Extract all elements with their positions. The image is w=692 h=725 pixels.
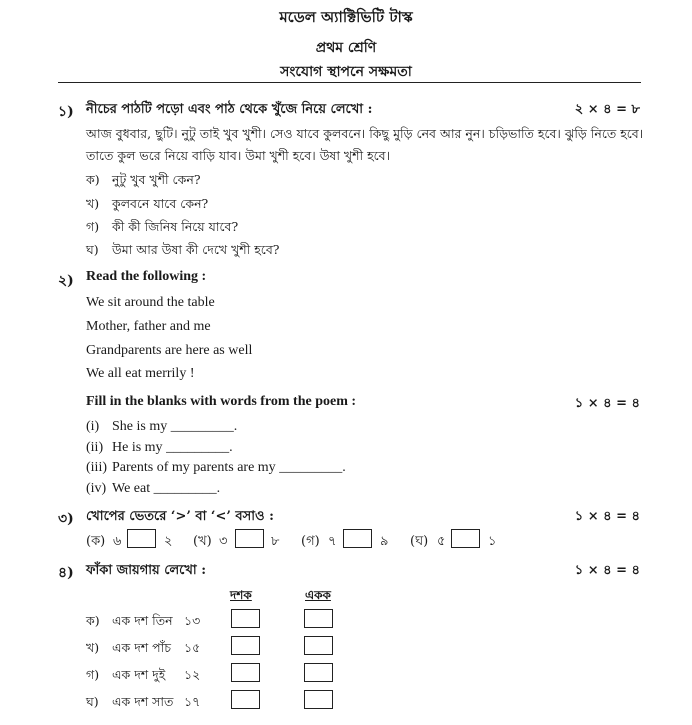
question-item: উমা আর উষা কী দেখে খুশী হবে? — [112, 242, 280, 257]
item-end: . — [229, 440, 233, 455]
number-words: এক দশ দুই — [112, 667, 166, 682]
compare-right: ২ — [164, 534, 173, 549]
question-number: ৪) — [58, 565, 74, 581]
question-item: নুটু খুব খুশী কেন? — [112, 172, 201, 187]
passage-line-2: তাতে কুল ভরে নিয়ে বাড়ি যাব। উমা খুশী হবে। উষা খুশী হবে। — [86, 148, 391, 163]
question-item: কুলবনে যাবে কেন? — [112, 196, 209, 211]
item-label: খ) — [86, 196, 100, 211]
fill-blank-item — [112, 460, 346, 476]
class-label: প্রথম শ্রেণি — [315, 40, 377, 56]
item-label: ঘ) — [86, 242, 99, 257]
ones-box[interactable] — [304, 636, 333, 655]
item-label: (খ) — [193, 534, 212, 549]
competency-label: সংযোগ স্থাপনে সক্ষমতা — [280, 64, 412, 80]
column-header-tens: দশক — [230, 588, 252, 602]
poem-line: Grandparents are here as well — [86, 343, 253, 358]
tens-box[interactable] — [231, 609, 260, 628]
fill-instruction: Fill in the blanks with words from the poem : — [86, 394, 357, 409]
marks-label: ১ × ৪ = ৪ — [574, 563, 640, 578]
column-header-ones: একক — [305, 588, 331, 602]
tens-box[interactable] — [231, 690, 260, 709]
marks-label: ১ × ৪ = ৪ — [574, 396, 640, 411]
item-label: গ) — [86, 219, 100, 234]
item-end: . — [216, 481, 221, 496]
fill-blank-item — [112, 481, 220, 497]
passage-line-1: আজ বুধবার, ছুটি। নুটু তাই খুব খুশী। সেও যাবে কুলবনে। কিছু মুড়ি নেব আর নুন। চড়িভাতি হবে। ঝুড়ি নিতে হবে। — [86, 126, 644, 141]
header-divider — [58, 82, 641, 83]
compare-box[interactable] — [343, 529, 372, 548]
item-text: She is my — [112, 419, 168, 434]
poem-line: Mother, father and me — [86, 319, 211, 334]
compare-left: ৭ — [328, 534, 337, 549]
number-words: এক দশ পাঁচ — [112, 640, 172, 655]
fill-blank-item — [112, 440, 233, 456]
compare-left: ৩ — [219, 534, 228, 549]
item-label: (গ) — [301, 534, 320, 549]
compare-left: ৬ — [113, 534, 122, 549]
poem-line: We sit around the table — [86, 295, 215, 310]
number-value: ১৩ — [184, 613, 201, 628]
compare-left: ৫ — [437, 534, 446, 549]
ones-box[interactable] — [304, 690, 333, 709]
number-words: এক দশ তিন — [112, 613, 173, 628]
marks-label: ২ × ৪ = ৮ — [574, 102, 640, 117]
item-label: (i) — [86, 419, 100, 434]
number-value: ১৫ — [184, 640, 201, 655]
item-label: (iii) — [86, 460, 107, 475]
ones-box[interactable] — [304, 609, 333, 628]
item-end: . — [233, 419, 238, 434]
item-label: (ঘ) — [410, 534, 429, 549]
item-label: (iv) — [86, 481, 107, 496]
question-instruction: Read the following : — [86, 269, 207, 284]
number-value: ১২ — [184, 667, 201, 682]
blank[interactable]: _________ — [170, 419, 234, 434]
number-value: ১৭ — [184, 694, 201, 709]
compare-box[interactable] — [235, 529, 264, 548]
item-label: (ক) — [86, 534, 106, 549]
question-item: কী কী জিনিষ নিয়ে যাবে? — [112, 219, 239, 234]
compare-box[interactable] — [127, 529, 156, 548]
tens-box[interactable] — [231, 636, 260, 655]
fill-blank-item — [112, 419, 237, 435]
item-label: ক) — [86, 172, 100, 187]
item-label: খ) — [86, 640, 100, 655]
item-label: ঘ) — [86, 694, 99, 709]
marks-label: ১ × ৪ = ৪ — [574, 509, 640, 524]
item-label: ক) — [86, 613, 100, 628]
item-label: গ) — [86, 667, 100, 682]
poem-line: We all eat merrily ! — [86, 366, 195, 381]
ones-box[interactable] — [304, 663, 333, 682]
question-instruction: খোপের ভেতরে ‘>’ বা ‘<’ বসাও : — [86, 509, 274, 524]
compare-right: ৮ — [271, 534, 280, 549]
page-title: মডেল অ্যাক্টিভিটি টাস্ক — [279, 8, 413, 26]
item-text: He is my — [112, 440, 163, 455]
question-number: ১) — [58, 104, 74, 120]
blank[interactable]: _________ — [153, 481, 217, 496]
item-text: We eat — [112, 481, 151, 496]
blank[interactable]: _________ — [166, 440, 230, 455]
blank[interactable]: _________ — [279, 460, 343, 475]
question-number: ৩) — [58, 511, 74, 527]
question-instruction: ফাঁকা জায়গায় লেখো : — [86, 563, 207, 578]
compare-right: ৯ — [380, 534, 389, 549]
tens-box[interactable] — [231, 663, 260, 682]
item-text: Parents of my parents are my — [112, 460, 276, 475]
question-instruction: নীচের পাঠটি পড়ো এবং পাঠ থেকে খুঁজে নিয়ে লেখো : — [86, 102, 373, 117]
question-number: ২) — [58, 273, 74, 289]
compare-box[interactable] — [451, 529, 480, 548]
item-label: (ii) — [86, 440, 104, 455]
item-end: . — [342, 460, 346, 475]
compare-right: ১ — [488, 534, 497, 549]
number-words: এক দশ সাত — [112, 694, 174, 709]
